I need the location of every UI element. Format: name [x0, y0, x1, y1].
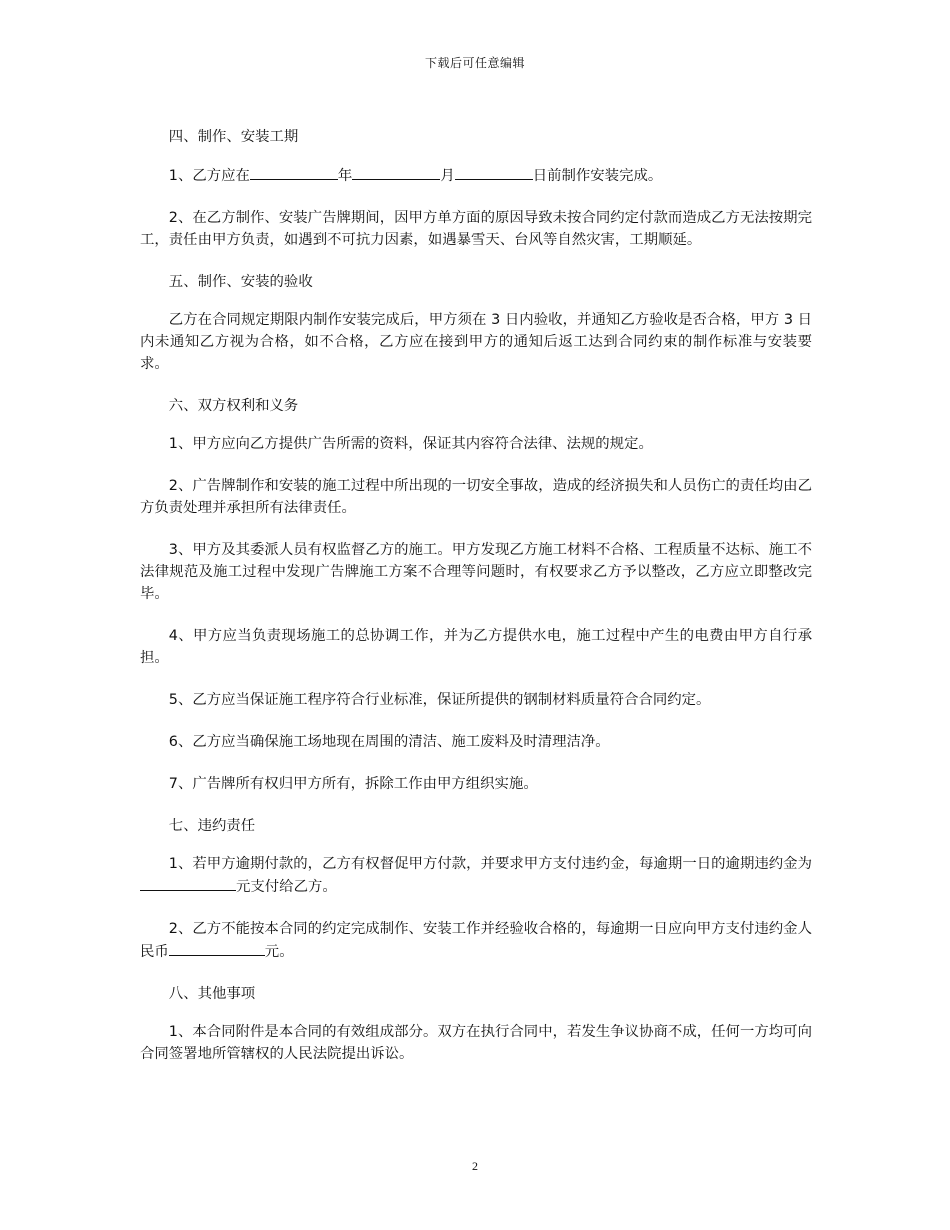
blank-day — [455, 164, 533, 180]
paragraph-schedule-1 — [140, 164, 812, 187]
paragraph-rights-4: 4、甲方应当负责现场施工的总协调工作，并为乙方提供水电，施工过程中产生的电费由甲方自行承担。 — [140, 628, 812, 666]
paragraph-acceptance-1: 乙方在合同规定期限内制作安装完成后，甲方须在 3 日内验收，并通知乙方验收是否合格，甲方 3 日内未通知乙方视为合格，如不合格，乙方应在接到甲方的通知后返工达到合同约束的制作标准与安装要求。 — [140, 312, 812, 372]
paragraph-liability-2 — [140, 918, 812, 963]
section-heading-liability: 七、违约责任 — [168, 818, 256, 834]
paragraph-schedule-2: 2、在乙方制作、安装广告牌期间，因甲方单方面的原因导致未按合同约定付款而造成乙方无法按期完工，责任由甲方负责，如遇到不可抗力因素，如遇暴雪天、台风等自然灾害，工期顺延。 — [140, 210, 812, 248]
section-heading-schedule: 四、制作、安装工期 — [168, 129, 299, 145]
paragraph-rights-2: 2、广告牌制作和安装的施工过程中所出现的一切安全事故，造成的经济损失和人员伤亡的责任均由乙方负责处理并承担所有法律责任。 — [140, 478, 812, 516]
paragraph-rights-6: 6、乙方应当确保施工场地现在周围的清洁、施工废料及时清理洁净。 — [168, 734, 610, 750]
paragraph-rights-5: 5、乙方应当保证施工程序符合行业标准，保证所提供的钢制材料质量符合合同约定。 — [168, 692, 711, 708]
paragraph-other-1: 1、本合同附件是本合同的有效组成部分。双方在执行合同中，若发生争议协商不成，任何一方均可向合同签署地所管辖权的人民法院提出诉讼。 — [140, 1024, 812, 1062]
section-heading-other: 八、其他事项 — [168, 986, 256, 1002]
text-segment: 1、乙方应在 — [168, 168, 250, 184]
section-heading-acceptance: 五、制作、安装的验收 — [168, 274, 313, 290]
section-heading-rights: 六、双方权利和义务 — [168, 398, 299, 414]
page-header: 下载后可任意编辑 — [424, 56, 525, 70]
paragraph-liability-1 — [140, 853, 812, 898]
text-segment: 1、若甲方逾期付款的，乙方有权督促甲方付款，并要求甲方支付违约金，每逾期一日的逾期违约金为 — [168, 856, 812, 872]
text-segment: 年 — [337, 168, 353, 184]
blank-year — [250, 164, 338, 180]
blank-month — [352, 164, 440, 180]
document-body — [140, 126, 812, 1085]
blank-penalty-rmb — [169, 940, 265, 956]
text-segment: 元支付给乙方。 — [236, 879, 337, 895]
paragraph-rights-7: 7、广告牌所有权归甲方所有，拆除工作由甲方组织实施。 — [168, 776, 538, 792]
page-number: 2 — [472, 1159, 478, 1173]
text-segment: 日前制作安装完成。 — [532, 168, 663, 184]
paragraph-rights-1: 1、甲方应向乙方提供广告所需的资料，保证其内容符合法律、法规的规定。 — [168, 436, 653, 452]
text-segment: 月 — [440, 168, 455, 184]
text-segment: 2、乙方不能按本合同的约定完成制作、安装工作并经验收合格的，每逾期一日应向甲方支付违约金人民币 — [140, 921, 812, 960]
paragraph-rights-3: 3、甲方及其委派人员有权监督乙方的施工。甲方发现乙方施工材料不合格、工程质量不达标、施工不法律规范及施工过程中发现广告牌施工方案不合理等问题时，有权要求乙方予以整改，乙方应立即整改完毕。 — [140, 542, 812, 602]
blank-penalty-amount — [140, 875, 236, 891]
text-segment: 元。 — [264, 944, 294, 960]
